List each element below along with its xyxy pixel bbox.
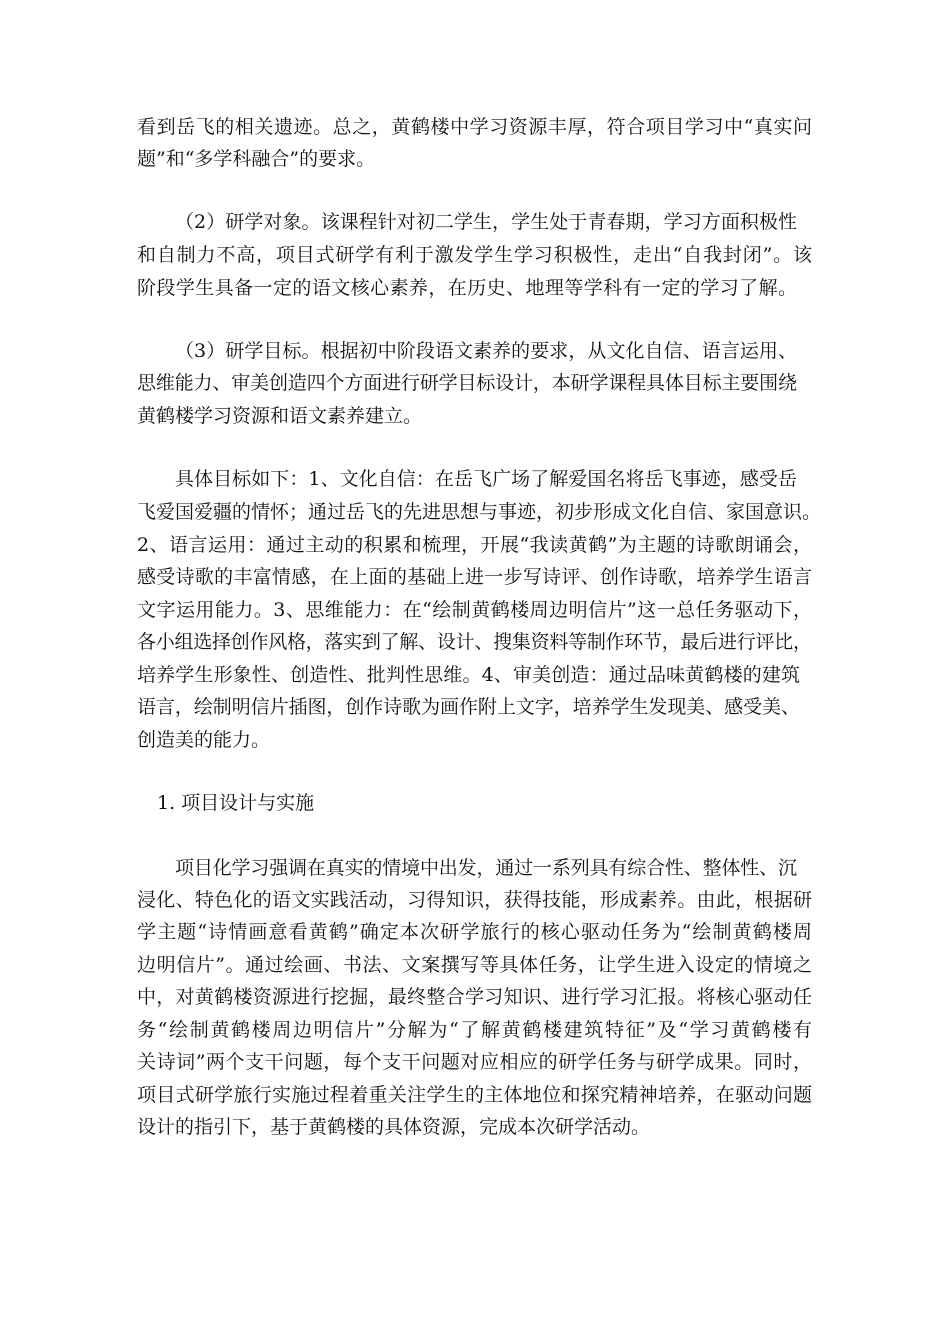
text-line: 项目化学习强调在真实的情境中出发，通过一系列具有综合性、整体性、沉	[175, 857, 797, 879]
text-line: 设计的指引下，基于黄鹤楼的具体资源，完成本次研学活动。	[137, 1116, 651, 1138]
text-line: 和自制力不高，项目式研学有利于激发学生学习积极性，走出“自我封闭”。该	[137, 244, 813, 266]
text-line: 务“绘制黄鹤楼周边明信片”分解为“了解黄鹤楼建筑特征”及“学习黄鹤楼有	[137, 1019, 814, 1041]
text-line: 1. 项目设计与实施	[157, 792, 315, 814]
text-line: 边明信片”。通过绘画、书法、文案撰写等具体任务，让学生进入设定的情境之	[137, 954, 813, 976]
text-line: （3）研学目标。根据初中阶段语文素养的要求，从文化自信、语言运用、	[175, 340, 798, 362]
text-line: 语言，绘制明信片插图，创作诗歌为画作附上文字，培养学生发现美、感受美、	[137, 696, 800, 718]
text-line: 黄鹤楼学习资源和语文素养建立。	[137, 405, 423, 427]
text-line: 飞爱国爱疆的情怀；通过岳飞的先进思想与事迹，初步形成文化自信、家国意识。	[137, 501, 821, 523]
text-line: 学主题“诗情画意看黄鹤”确定本次研学旅行的核心驱动任务为“绘制黄鹤楼周	[137, 921, 814, 943]
text-line: 关诗词”两个支干问题，每个支干问题对应相应的研学任务与研学成果。同时，	[137, 1051, 813, 1073]
text-line: 具体目标如下：1、文化自信：在岳飞广场了解爱国名将岳飞事迹，感受岳	[175, 468, 798, 490]
text-line: 思维能力、审美创造四个方面进行研学目标设计，本研学课程具体目标主要围绕	[137, 372, 797, 394]
text-line: 2、语言运用：通过主动的积累和梳理，开展“我读黄鹤”为主题的诗歌朗诵会，	[137, 534, 813, 556]
text-line: （2）研学对象。该课程针对初二学生，学生处于青春期，学习方面积极性	[175, 211, 798, 233]
text-line: 中，对黄鹤楼资源进行挖掘，最终整合学习知识、进行学习汇报。将核心驱动任	[137, 986, 813, 1008]
text-line: 创造美的能力。	[137, 729, 271, 751]
text-line: 项目式研学旅行实施过程着重关注学生的主体地位和探究精神培养，在驱动问题	[137, 1084, 813, 1106]
text-line: 感受诗歌的丰富情感，在上面的基础上进一步写诗评、创作诗歌，培养学生语言	[137, 566, 813, 588]
text-line: 培养学生形象性、创造性、批判性思维。4、审美创造：通过品味黄鹤楼的建筑	[137, 664, 801, 686]
text-line: 阶段学生具备一定的语文核心素养，在历史、地理等学科有一定的学习了解。	[137, 277, 798, 299]
text-line: 浸化、特色化的语文实践活动，习得知识，获得技能，形成素养。由此，根据研	[137, 889, 813, 911]
text-line: 看到岳飞的相关遗迹。总之，黄鹤楼中学习资源丰厚，符合项目学习中“真实问	[137, 116, 813, 138]
text-line: 文字运用能力。3、思维能力：在“绘制黄鹤楼周边明信片”这一总任务驱动下，	[137, 599, 813, 621]
text-line: 各小组选择创作风格，落实到了解、设计、搜集资料等制作环节，最后进行评比，	[137, 631, 812, 653]
text-line: 题”和“多学科融合”的要求。	[137, 148, 376, 170]
